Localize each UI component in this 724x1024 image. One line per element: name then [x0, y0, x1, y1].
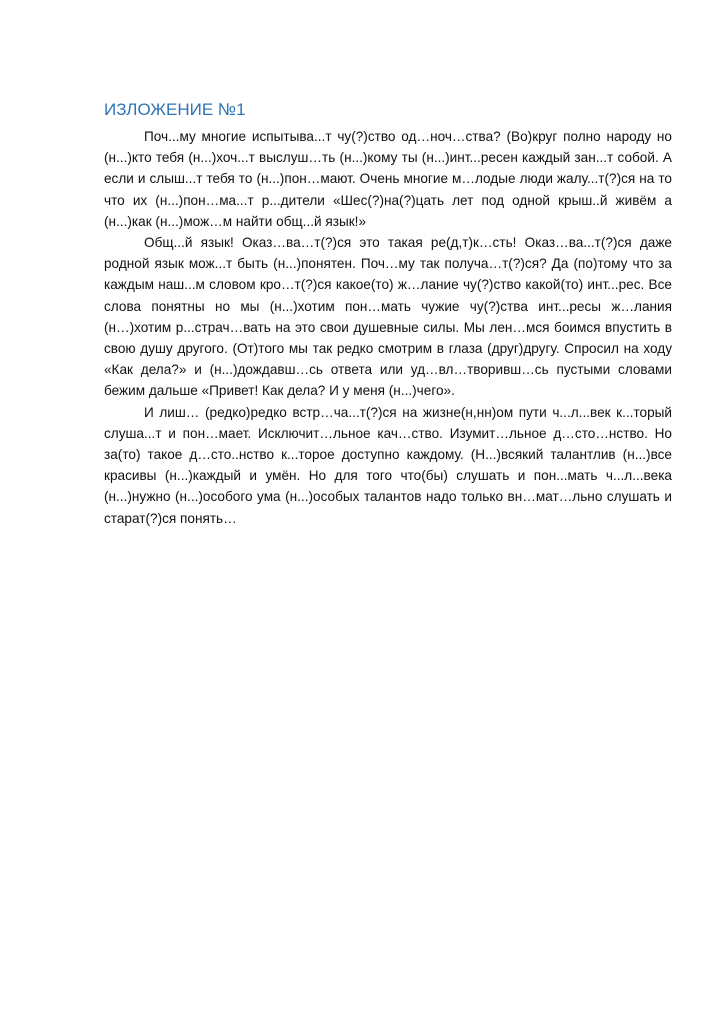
document-title: ИЗЛОЖЕНИЕ №1 — [104, 100, 246, 119]
paragraph-1: Поч...му многие испытыва...т чу(?)ство од…ноч…ства? (Во)круг полно народу но (н...)кто тебя (н...)хоч...т выслуш…ть (н...)кому ты (н...)инт...ресен каждый зан...т собой. А если и слыш...т тебя то (н...)пон…мают. Очень многие м…лодые люди жалу...т(?)ся на то что их (н...)пон…ма...т р...дители «Шес(?)на(?)цать лет под одной крыш..й живём а (н...)как (н...)мож…м найти общ...й язык!» — [104, 129, 672, 229]
paragraph-2: Общ...й язык! Оказ…ва…т(?)ся это такая ре(д,т)к…сть! Оказ…ва...т(?)ся даже родной язык мож...т быть (н...)понятен. Поч…му так получа…т(?)ся? Да (по)тому что за каждым наш...м словом кро…т(?)ся какое(то) ж…лание чу(?)ство какой(то) инт...рес. Все слова понятны но мы (н...)хотим пон…мать чужие чу(?)ства инт...ресы ж…лания (н…)хотим р...страч…вать на это свои душевные силы. Мы лен…мся боимся впустить в свою душу другого. (От)того мы так редко смотрим в глаза (друг)другу. Спросил на ходу «Как дела?» и (н...)дождавш…сь ответа или уд…вл…творивш…сь пустыми словами бежим дальше «Привет! Как дела? И у меня (н...)чего». — [104, 235, 672, 399]
document-body — [104, 126, 672, 529]
paragraph-3: И лиш… (редко)редко встр…ча...т(?)ся на жизне(н,нн)ом пути ч...л...век к...торый слуша...т и пон…мает. Исключит…льное кач…ство. Изумит…льное д…сто…нство. Но за(то) такое д…сто..нство к...торое доступно каждому. (Н...)всякий талантлив (н...)все красивы (н...)каждый и умён. Но для того что(бы) слушать и пон...мать ч...л...века (н...)нужно (н...)особого ума (н...)особых талантов надо только вн…мат…льно слушать и старат(?)ся понять… — [104, 404, 672, 526]
